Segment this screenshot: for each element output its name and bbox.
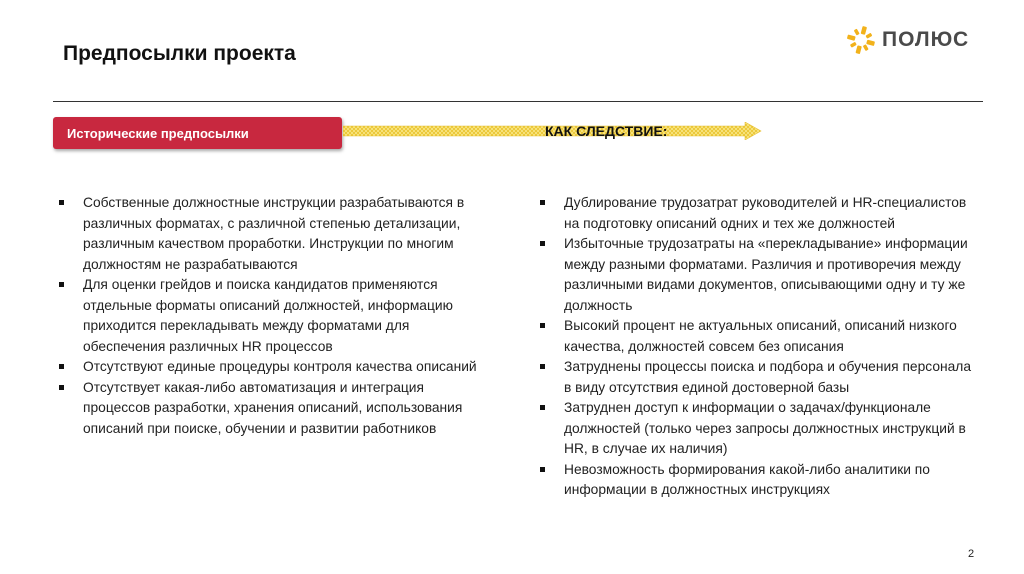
consequences-list bbox=[540, 193, 980, 501]
tab-label: Исторические предпосылки bbox=[67, 125, 249, 141]
bullet-icon bbox=[540, 323, 545, 328]
bullet-icon bbox=[540, 364, 545, 369]
bullet-icon bbox=[59, 385, 64, 390]
consequence-label: КАК СЛЕДСТВИЕ: bbox=[545, 123, 668, 139]
list-item: Затруднены процессы поиска и подбора и обучения персонала в виду отсутствия единой достоверной базы bbox=[540, 357, 980, 398]
company-logo bbox=[846, 26, 969, 54]
bullet-icon bbox=[59, 200, 64, 205]
list-item: Высокий процент не актуальных описаний, описаний низкого качества, должностей совсем без описания bbox=[540, 316, 980, 357]
bullet-icon bbox=[59, 282, 64, 287]
list-item: Отсутствует какая-либо автоматизация и интеграция процессов разработки, хранения описаний, использования описаний при поиске, обучении и развитии работников bbox=[59, 378, 479, 440]
page-number: 2 bbox=[968, 548, 975, 560]
bullet-icon bbox=[540, 467, 545, 472]
polyus-sun-icon bbox=[846, 25, 876, 55]
list-item: Собственные должностные инструкции разрабатываются в различных форматах, с различной степенью детализации, различным качеством проработки. Инструкции по многим должностям не разрабатываются bbox=[59, 193, 479, 275]
bullet-icon bbox=[540, 241, 545, 246]
list-item: Дублирование трудозатрат руководителей и HR-специалистов на подготовку описаний одних и тех же должностей bbox=[540, 193, 980, 234]
header-divider bbox=[53, 101, 983, 102]
list-item: Отсутствуют единые процедуры контроля качества описаний bbox=[59, 357, 479, 378]
bullet-icon bbox=[540, 405, 545, 410]
bullet-icon bbox=[540, 200, 545, 205]
bullet-icon bbox=[59, 364, 64, 369]
logo-text: ПОЛЮС bbox=[882, 28, 970, 51]
page-title: Предпосылки проекта bbox=[63, 42, 296, 65]
list-item: Невозможность формирования какой-либо аналитики по информации в должностных инструкциях bbox=[540, 460, 980, 501]
prerequisites-list bbox=[59, 193, 479, 439]
list-item: Для оценки грейдов и поиска кандидатов применяются отдельные форматы описаний должностей, информацию приходится перекладывать между форматами для обеспечения различных HR процессов bbox=[59, 275, 479, 357]
list-item: Затруднен доступ к информации о задачах/функционале должностей (только через запросы должностных инструкций в HR, в случае их наличия) bbox=[540, 398, 980, 460]
historical-prerequisites-tab bbox=[53, 117, 342, 149]
list-item: Избыточные трудозатраты на «перекладывание» информации между разными форматами. Различия и противоречия между различными видами документов, описывающими одну и ту же должность bbox=[540, 234, 980, 316]
